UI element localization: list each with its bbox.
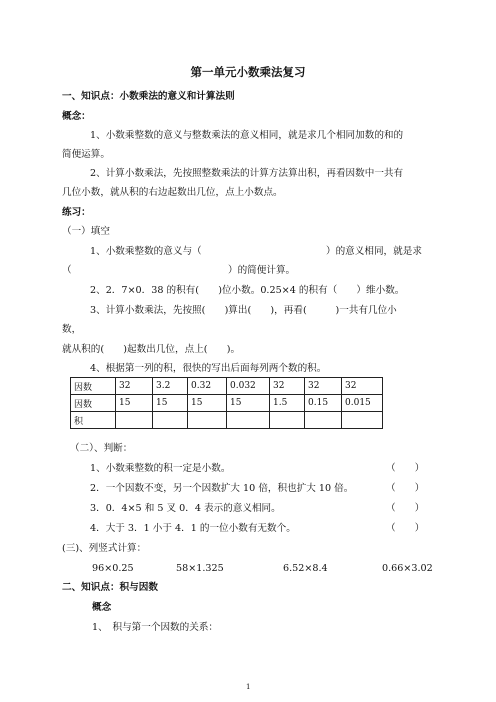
judge-bracket-1[interactable]: （ ） bbox=[386, 463, 425, 474]
fill-item-4: 4、根据第一列的积，很快的写出后面每列两个数的积。 bbox=[90, 363, 327, 374]
calc-problem: 58×1.325 bbox=[176, 563, 224, 574]
table-cell-answer[interactable] bbox=[342, 412, 383, 429]
table-cell: 因数 bbox=[71, 378, 116, 395]
table-cell: 因数 bbox=[71, 395, 116, 412]
table-cell: 0.32 bbox=[188, 378, 227, 395]
fill-item-1-line-1: 1、小数乘整数的意义与（ bbox=[90, 246, 202, 257]
table-cell: 3.2 bbox=[153, 378, 188, 395]
concept-paragraph-2-line-1: 2、计算小数乘法，先按照整数乘法的计算方法算出积，再看因数中一共有 bbox=[90, 168, 404, 179]
table-cell: 32 bbox=[342, 378, 383, 395]
fill-item-1-line-2-open: （ bbox=[62, 265, 72, 276]
table-cell: 1.5 bbox=[270, 395, 305, 412]
section2-concept-label: 概念 bbox=[92, 602, 112, 613]
practice-label: 练习： bbox=[62, 207, 91, 218]
fill-item-1-line-2-end: ）的简便计算。 bbox=[228, 265, 296, 276]
judge-item-2: 2．一个因数不变，另一个因数扩大 10 倍，积也扩大 10 倍。 bbox=[90, 483, 354, 494]
table-cell: 0.032 bbox=[227, 378, 270, 395]
table-cell-answer[interactable] bbox=[227, 412, 270, 429]
section1-heading: 一、知识点：小数乘法的意义和计算法则 bbox=[62, 91, 235, 102]
section2-item-1: 1、 积与第一个因数的关系： bbox=[92, 622, 219, 633]
table-cell: 0.15 bbox=[305, 395, 342, 412]
table-cell: 15 bbox=[188, 395, 227, 412]
judge-bracket-2[interactable]: （ ） bbox=[386, 483, 425, 494]
judge-item-3: 3．0．4×5 和 5 叉 0．4 表示的意义相同。 bbox=[90, 503, 281, 514]
table-cell-answer[interactable] bbox=[188, 412, 227, 429]
judge-label: （二）、判断： bbox=[70, 443, 133, 454]
judge-item-4: 4．大于 3．1 小于 4．1 的一位小数有无数个。 bbox=[90, 523, 296, 534]
table-cell: 15 bbox=[116, 395, 153, 412]
fill-item-1-line-1-end: ）的意义相同，就是求 bbox=[326, 246, 422, 257]
table-cell-answer[interactable] bbox=[116, 412, 153, 429]
calc-problem: 0.66×3.02 bbox=[382, 563, 433, 574]
table-row bbox=[71, 412, 383, 429]
product-table bbox=[70, 377, 383, 429]
section2-heading: 二、知识点：积与因数 bbox=[62, 582, 158, 593]
concept-paragraph-1-line-1: 1、小数乘整数的意义与整数乘法的意义相同，就是求几个相同加数的和的 bbox=[90, 130, 404, 141]
table-cell-answer[interactable] bbox=[305, 412, 342, 429]
calc-problem: 6.52×8.4 bbox=[283, 563, 328, 574]
fill-blank-label: （一）填空 bbox=[62, 226, 110, 237]
table-cell: 15 bbox=[227, 395, 270, 412]
table-cell: 32 bbox=[116, 378, 153, 395]
concept-label: 概念： bbox=[62, 111, 91, 122]
table-cell-answer[interactable] bbox=[153, 412, 188, 429]
table-cell: 0.015 bbox=[342, 395, 383, 412]
fill-item-3-line-1: 3、计算小数乘法，先按照( )算出( )，再看( )一共有几位小 bbox=[90, 305, 397, 316]
page-number: 1 bbox=[246, 683, 251, 691]
table-row bbox=[71, 395, 383, 412]
concept-paragraph-2-line-2: 几位小数，就从积的右边起数出几位，点上小数点。 bbox=[62, 187, 283, 198]
table-cell-answer[interactable] bbox=[270, 412, 305, 429]
judge-bracket-3[interactable]: （ ） bbox=[386, 503, 425, 514]
fill-item-2: 2、2．7×0．38 的积有( )位小数。0.25×4 的积有（ ）维小数。 bbox=[90, 285, 405, 296]
vertical-calc-label: (三)、列竖式计算： bbox=[62, 543, 147, 554]
table-row bbox=[71, 378, 383, 395]
calc-problem: 96×0.25 bbox=[92, 563, 134, 574]
fill-item-3-line-2: 数， bbox=[62, 324, 82, 335]
judge-bracket-4[interactable]: （ ） bbox=[386, 523, 425, 534]
judge-item-1: 1、小数乘整数的积一定是小数。 bbox=[90, 463, 231, 474]
table-cell: 32 bbox=[305, 378, 342, 395]
table-cell: 32 bbox=[270, 378, 305, 395]
table-cell: 15 bbox=[153, 395, 188, 412]
page-title: 第一单元小数乘法复习 bbox=[190, 65, 306, 79]
concept-paragraph-1-line-2: 简便运算。 bbox=[62, 149, 110, 160]
fill-item-3-line-3: 就从积的( )起数出几位，点上( )。 bbox=[62, 344, 241, 355]
table-cell: 积 bbox=[71, 412, 116, 429]
